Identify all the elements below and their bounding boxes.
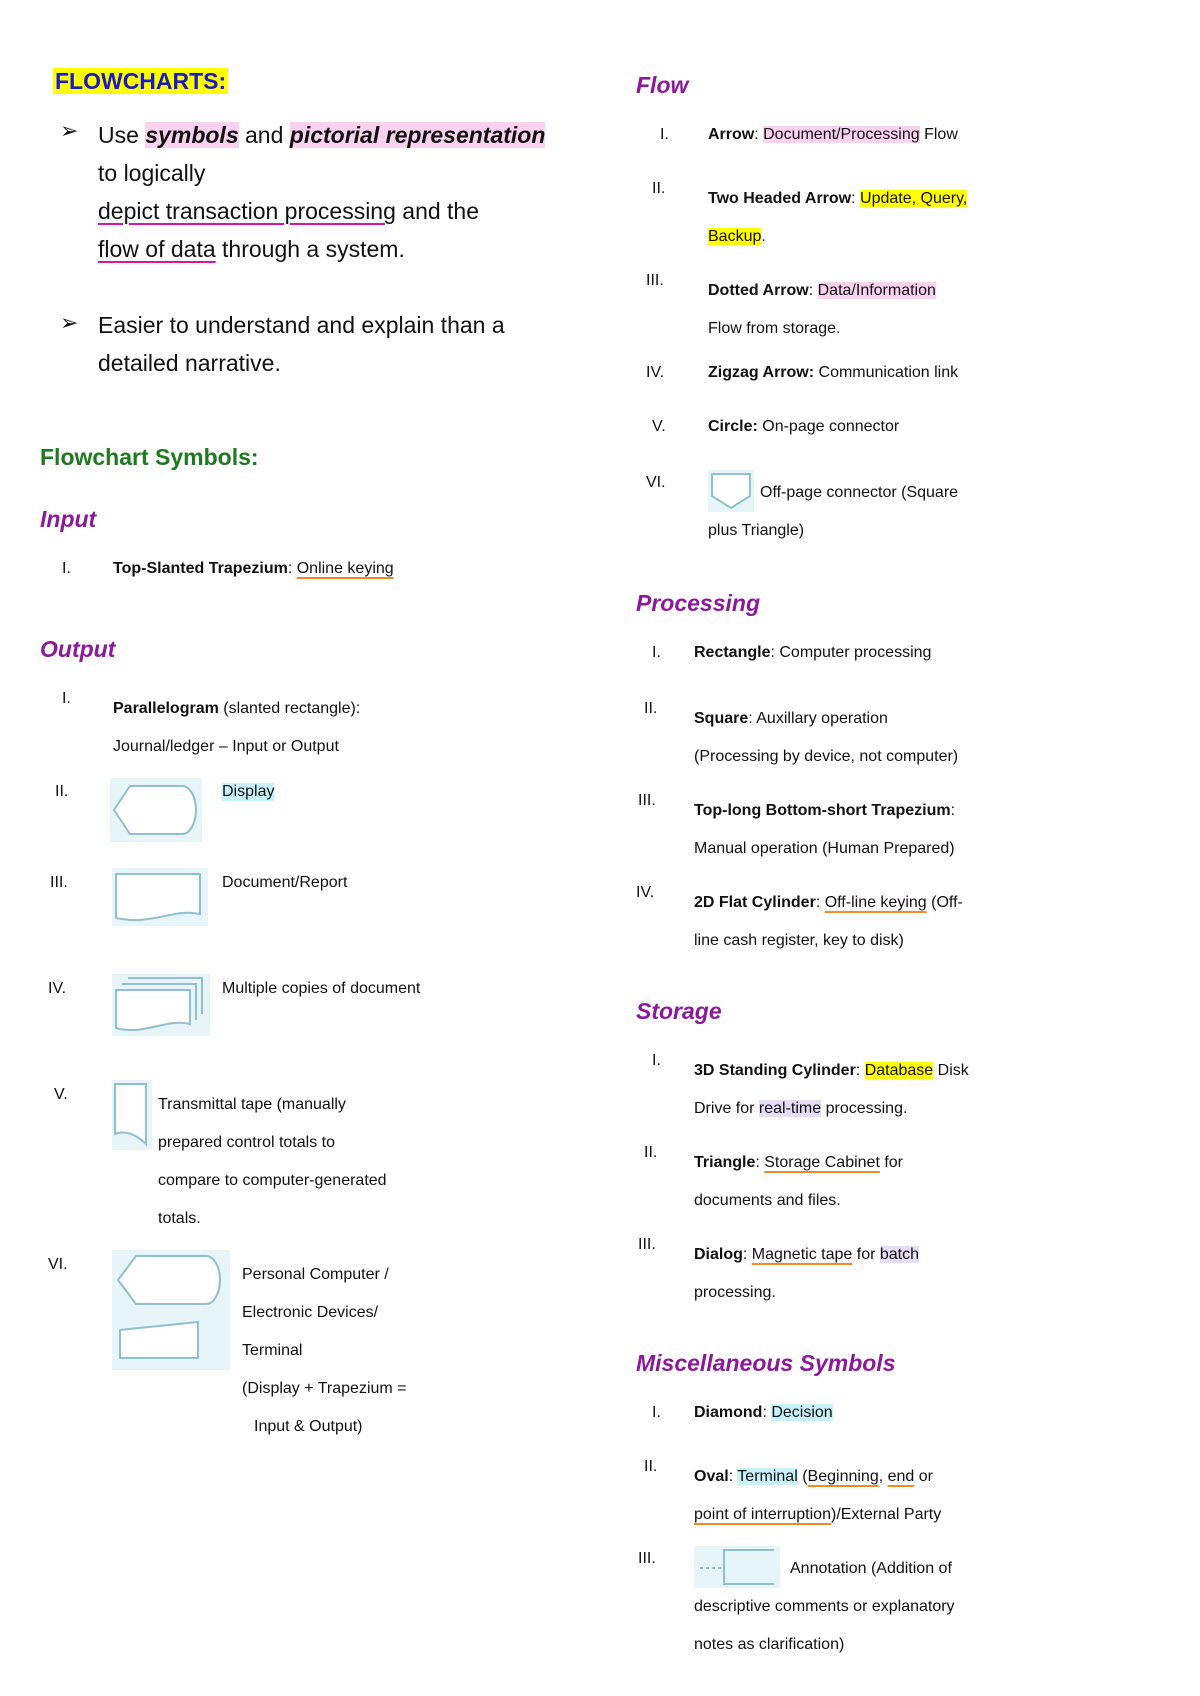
misc-heading: Miscellaneous Symbols [636,1350,896,1376]
terminal-shape-icon [112,1250,230,1370]
storage-heading: Storage [636,998,722,1024]
document-shape-icon [112,868,208,926]
symbols-heading: Flowchart Symbols: [40,444,259,470]
display-shape-icon [110,778,202,842]
transmittal-tape-icon [112,1080,152,1150]
flow-heading: Flow [636,72,689,98]
page-title: FLOWCHARTS: [55,68,227,94]
arrow-bullet-icon: ➢ [60,118,79,143]
output-heading: Output [40,636,116,662]
input-heading: Input [40,506,97,532]
multi-document-shape-icon [112,974,210,1036]
arrow-bullet-icon: ➢ [60,310,79,335]
document-page: FLOWCHARTS: ➢ Use symbols and pictorial representation to logically depict transaction processing and the flow of data through a system. ➢ Easier to understand and explain than a detailed narrative. Flowchart Symbols: Input I. Top-Slanted Trapezium: Online keying Output I. Parallelogram (slanted rectangle): Journal/ledger – Input or Output II. Display III. Document/Report IV. Multiple copies of document V. Transmittal tape (manually prepared control totals to compare to computer-generated totals. VI. Personal Computer / Electronic Devices/ Terminal (Display + Trapezium = Input & Output) Flow I. Arrow: Document/Processing Flow II. Two Headed Arrow: Update, Query, Backup. III. Dotted Arrow: Data/Information Flow from storage. IV. Zigzag Arrow: Communication link V. Circle: On-page connector VI. Off-page connector (Square plus Triangle) Processing I. Rectangle: Computer processing II. Square: Auxillary operation (Processing by device, not computer) III. Top-long Bottom-short Trapezium: Manual operation (Human Prepared) IV. 2D Flat Cylinder: Off-line keying (Off- line cash register, key to disk) Storage I. 3D Standing Cylinder: Database Disk Drive for real-time processing. II. Triangle: Storage Cabinet for documents and files. III. Dialog: Magnetic tape for batch processing. Miscellaneous Symbols I. Diamond: Decision II. Oval: Terminal (Beginning, end or point of interruption)/External Party III. Annotation (Addition of descriptive comments or explanatory notes as clarification) [40,68,969,1653]
processing-heading: Processing [636,590,760,616]
